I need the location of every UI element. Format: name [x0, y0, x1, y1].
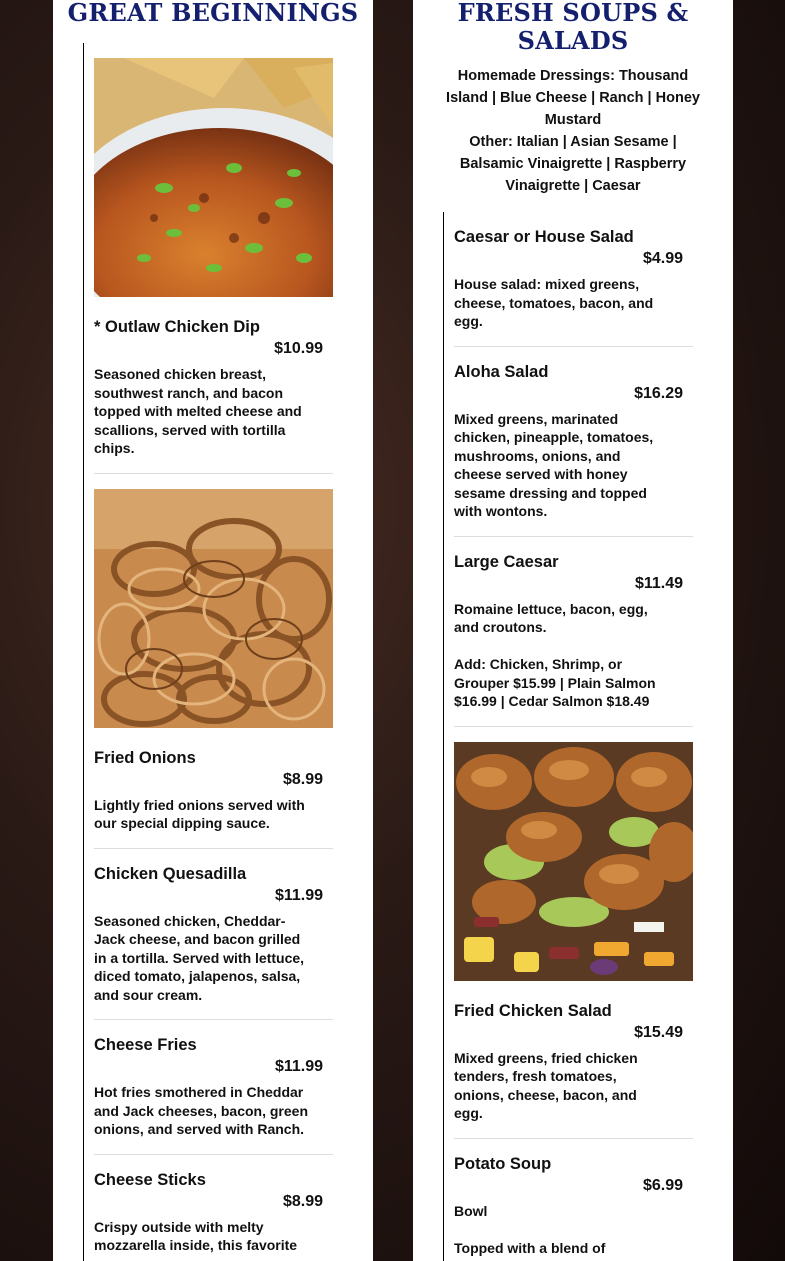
menu-item	[94, 1035, 333, 1155]
item-price: $8.99	[282, 1192, 323, 1210]
dressings-info	[413, 55, 733, 197]
fried-onions-photo	[94, 489, 333, 728]
chicken-dip-photo	[94, 58, 333, 297]
menu-item	[454, 227, 693, 347]
item-name: Cheese Fries	[94, 1036, 197, 1054]
item-price: $8.99	[282, 770, 323, 788]
item-price: $15.49	[634, 1023, 683, 1041]
item-price: $10.99	[274, 340, 323, 357]
menu-item	[454, 362, 693, 537]
dressings-other: Other: Italian | Asian Sesame | Balsamic Vinaigrette | Raspberry Vinaigrette | Caesar	[459, 134, 687, 194]
item-description: Romaine lettuce, bacon, egg, and croutons. Add: Chicken, Shrimp, or Grouper $15.99 | Plain Salmon $16.99 | Cedar Salmon $18.49	[454, 600, 656, 709]
item-description: Bowl Topped with a blend of	[454, 1202, 606, 1256]
menu-column-great-beginnings	[53, 0, 373, 1261]
item-description: Mixed greens, marinated chicken, pineapple, tomatoes, mushrooms, onions, and cheese served with honey sesame dressing and topped with wontons.	[454, 410, 654, 519]
fried-chicken-salad-photo	[454, 742, 693, 981]
item-name: Fried Onions	[94, 748, 196, 767]
menu-column-soups-salads	[413, 0, 733, 1261]
dressings-homemade: Homemade Dressings: Thousand Island | Blue Cheese | Ranch | Honey Mustard	[446, 68, 700, 128]
item-name: Chicken Quesadilla	[94, 864, 247, 883]
item-price: $4.99	[642, 250, 683, 267]
item-price: $11.99	[274, 1058, 323, 1075]
great-beginnings-list	[83, 43, 334, 1261]
item-name: Cheese Sticks	[94, 1170, 206, 1189]
item-name: Fried Chicken Salad	[454, 1001, 612, 1020]
item-price: $11.99	[274, 886, 323, 904]
soups-salads-list	[443, 212, 694, 1261]
item-name: Potato Soup	[454, 1154, 552, 1173]
item-name: * Outlaw Chicken Dip	[94, 318, 260, 336]
item-name: Large Caesar	[454, 552, 559, 571]
item-description: Mixed greens, fried chicken tenders, fresh tomatoes, onions, cheese, bacon, and egg.	[454, 1049, 638, 1121]
item-description: Lightly fried onions served with our special dipping sauce.	[94, 796, 305, 831]
item-price: $16.29	[634, 384, 683, 402]
section-title-great-beginnings: GREAT BEGINNINGS	[67, 0, 359, 27]
item-name: Caesar or House Salad	[454, 228, 634, 246]
item-description: Crispy outside with melty mozzarella inside, this favorite	[94, 1218, 298, 1253]
menu-item	[454, 1001, 693, 1139]
menu-item	[94, 864, 333, 1021]
item-description: Seasoned chicken, Cheddar-Jack cheese, and bacon grilled in a tortilla. Served with lettuce, diced tomato, jalapenos, salsa, and sour cream.	[94, 912, 305, 1003]
item-description: Hot fries smothered in Cheddar and Jack cheeses, bacon, green onions, and served with Ranch.	[94, 1084, 308, 1137]
menu-item	[94, 317, 333, 474]
section-title-soups-salads: FRESH SOUPS & SALADS	[457, 0, 689, 55]
item-price: $6.99	[642, 1176, 683, 1194]
menu-item	[454, 1154, 693, 1261]
item-name: Aloha Salad	[454, 362, 549, 381]
item-price: $11.49	[634, 574, 683, 592]
menu-item	[94, 1170, 333, 1261]
item-description: House salad: mixed greens, cheese, tomatoes, bacon, and egg.	[454, 276, 654, 329]
menu-item	[94, 748, 333, 849]
item-description: Seasoned chicken breast, southwest ranch, and bacon topped with melted cheese and scallions, served with tortilla chips.	[94, 366, 302, 456]
menu-item	[454, 552, 693, 727]
